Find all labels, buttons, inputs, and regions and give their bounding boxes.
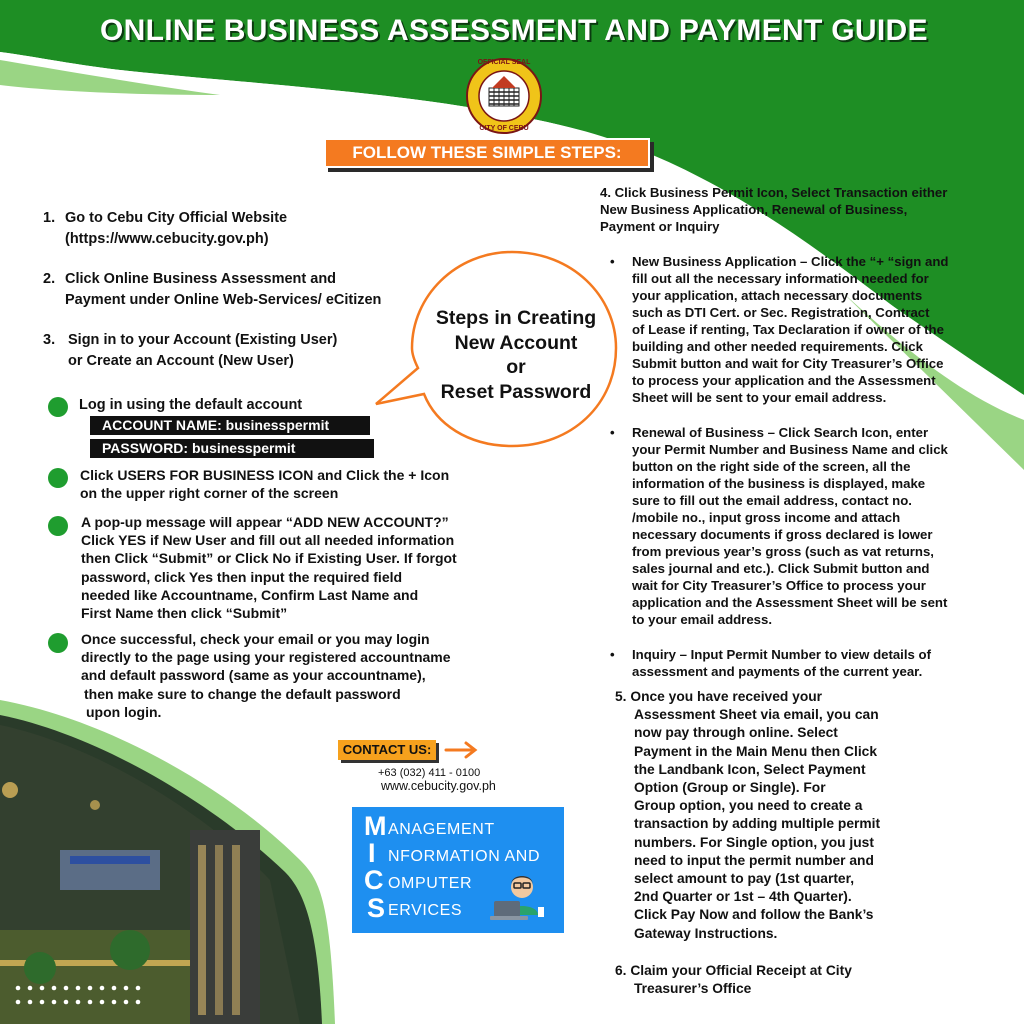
text-line: New Business Application – Click the “+ “sign and — [632, 254, 949, 269]
text-line: building and other needed requirements. Click — [632, 339, 923, 354]
green-bullet-icon — [48, 633, 68, 653]
bullet-icon: • — [610, 425, 615, 440]
contact-website[interactable]: www.cebucity.gov.ph — [381, 779, 496, 793]
text-line: 4. Click Business Permit Icon, Select Transaction either — [600, 185, 948, 200]
bubble-line: Steps in Creating — [435, 307, 597, 329]
step-text-line: Click Online Business Assessment and — [65, 271, 337, 287]
mics-logo-box — [352, 807, 564, 933]
text-line: Renewal of Business – Click Search Icon, enter — [632, 425, 929, 440]
text-line: Sheet will be sent to your email address. — [632, 390, 887, 405]
step-number: 1. — [43, 210, 56, 226]
step-number: 2. — [43, 271, 56, 287]
text-line: then make sure to change the default password — [84, 685, 401, 702]
left-step-2 — [43, 269, 423, 311]
computer-user-icon — [488, 869, 552, 923]
text-line: need to input the permit number and — [634, 852, 874, 868]
seal-top-text: OFFICIAL SEAL — [477, 59, 531, 66]
bullet-icon: • — [610, 647, 615, 662]
password-bar: PASSWORD: businesspermit — [90, 439, 374, 458]
popup-step — [81, 513, 521, 622]
text-line: then Click “Submit” or Click No if Existing User. If forgot — [81, 550, 457, 567]
text-line: Submit button and wait for City Treasurer’s Office — [632, 356, 944, 371]
text-line: such as DTI Cert. or Sec. Registration, Contract — [632, 305, 930, 320]
contact-us-label: CONTACT US: — [338, 740, 436, 760]
step-text-line: Go to Cebu City Official Website — [65, 210, 288, 226]
text-line: button on the right side of the screen, all the — [632, 459, 911, 474]
success-step — [81, 630, 531, 721]
green-bullet-icon — [48, 468, 68, 488]
text-line: First Name then click “Submit” — [81, 605, 288, 622]
text-line: information of the business is displayed, make — [632, 476, 926, 491]
text-line: select amount to pay (1st quarter, — [634, 871, 855, 887]
text-line: numbers. For Single option, you just — [634, 834, 874, 850]
text-line: Group option, you need to create a — [634, 798, 863, 814]
text-line: the Landbank Icon, Select Payment — [634, 761, 866, 777]
bubble-line: or — [506, 356, 526, 378]
mics-letter: I — [368, 838, 376, 868]
text-line: fill out all the necessary information needed for — [632, 271, 929, 286]
text-line: to process your application and the Assessment — [632, 373, 936, 388]
text-line: Once successful, check your email or you may login — [81, 631, 430, 647]
renewal-bullet — [610, 424, 990, 628]
text-line: Click Pay Now and follow the Bank’s — [634, 907, 874, 923]
text-line: directly to the page using your registered accountname — [81, 649, 451, 666]
text-line: Option (Group or Single). For — [634, 780, 826, 796]
bullet-icon: • — [610, 254, 615, 269]
mics-word: ERVICES — [388, 902, 463, 919]
step-6 — [615, 962, 945, 998]
text-line: on the upper right corner of the screen — [80, 485, 339, 502]
text-line: New Business Application, Renewal of Business, — [600, 202, 908, 217]
step-5 — [615, 688, 945, 943]
left-step-1 — [43, 208, 423, 250]
bubble-line: Reset Password — [440, 380, 592, 403]
mics-letter: S — [367, 893, 386, 923]
left-step-3 — [43, 330, 403, 372]
text-line: password, click Yes then input the required field — [81, 568, 403, 585]
text-line: necessary documents if gross declared is lower — [632, 527, 933, 542]
page-title: ONLINE BUSINESS ASSESSMENT AND PAYMENT GUIDE — [100, 14, 928, 47]
green-bullet-icon — [48, 516, 68, 536]
text-line: Inquiry – Input Permit Number to view details of — [632, 647, 931, 662]
text-line: Gateway Instructions. — [634, 925, 778, 941]
step-text-line: Payment under Online Web-Services/ eCitizen — [65, 291, 382, 308]
green-bullet-icon — [48, 397, 68, 417]
mics-word: NFORMATION AND — [388, 848, 541, 865]
text-line: 5. Once you have received your — [615, 689, 823, 704]
contact-phone: +63 (032) 411 - 0100 — [378, 767, 481, 779]
text-line: to your email address. — [632, 612, 772, 627]
text-line: your Permit Number and Business Name and click — [632, 442, 948, 457]
text-line: Payment or Inquiry — [600, 219, 720, 234]
mics-letter: M — [364, 811, 387, 841]
text-line: Treasurer’s Office — [634, 981, 752, 997]
text-line: Payment in the Main Menu then Click — [634, 743, 878, 759]
text-line: transaction by adding multiple permit — [634, 816, 881, 832]
text-line: Click YES if New User and fill out all needed information — [81, 532, 455, 549]
text-line: and default password (same as your accountname), — [81, 667, 426, 684]
text-line: needed like Accountname, Confirm Last Name and — [81, 586, 419, 603]
text-line: /mobile no., input gross income and attach — [632, 510, 901, 525]
step-text-line: Sign in to your Account (Existing User) — [68, 332, 338, 348]
arrow-right-icon — [444, 740, 480, 760]
mics-word: OMPUTER — [388, 875, 473, 892]
mics-letter: C — [364, 865, 384, 895]
text-line: A pop-up message will appear “ADD NEW ACCOUNT?” — [81, 514, 449, 530]
step-4 — [600, 184, 1000, 235]
text-line: 2nd Quarter or 1st – 4th Quarter). — [634, 889, 852, 905]
city-seal-logo — [466, 58, 542, 134]
text-line: from previous year’s gross (such as vat returns, — [632, 544, 934, 559]
text-line: application and the Assessment Sheet will be sent — [632, 595, 948, 610]
steps-banner: FOLLOW THESE SIMPLE STEPS: — [324, 138, 650, 168]
text-line: now pay through online. Select — [634, 725, 838, 741]
account-name-bar: ACCOUNT NAME: businesspermit — [90, 416, 370, 435]
text-line: sales journal and etc.). Click Submit button and — [632, 561, 930, 576]
text-line: assessment and payments of the current year. — [632, 664, 923, 679]
text-line: wait for City Treasurer’s Office to process your — [632, 578, 926, 593]
inquiry-bullet — [610, 646, 990, 680]
new-application-bullet — [610, 253, 990, 406]
text-line: your application, attach necessary documents — [632, 288, 923, 303]
users-icon-step — [80, 466, 520, 502]
mics-word: ANAGEMENT — [388, 821, 495, 838]
seal-bottom-text: CITY OF CEBU — [479, 125, 529, 132]
text-line: upon login. — [86, 703, 162, 720]
login-intro: Log in using the default account — [79, 397, 303, 413]
text-line: 6. Claim your Official Receipt at City — [615, 963, 852, 978]
step-text-line: or Create an Account (New User) — [68, 352, 294, 369]
step-text-line: (https://www.cebucity.gov.ph) — [65, 230, 269, 247]
text-line: Click USERS FOR BUSINESS ICON and Click the + Icon — [80, 467, 450, 483]
text-line: of Lease if renting, Tax Declaration if owner of the — [632, 322, 944, 337]
bubble-line: New Account — [454, 331, 578, 354]
step-number: 3. — [43, 332, 56, 348]
text-line: sure to fill out the email address, contact no. — [632, 493, 912, 508]
text-line: Assessment Sheet via email, you can — [634, 707, 879, 723]
bubble-text — [418, 306, 614, 404]
